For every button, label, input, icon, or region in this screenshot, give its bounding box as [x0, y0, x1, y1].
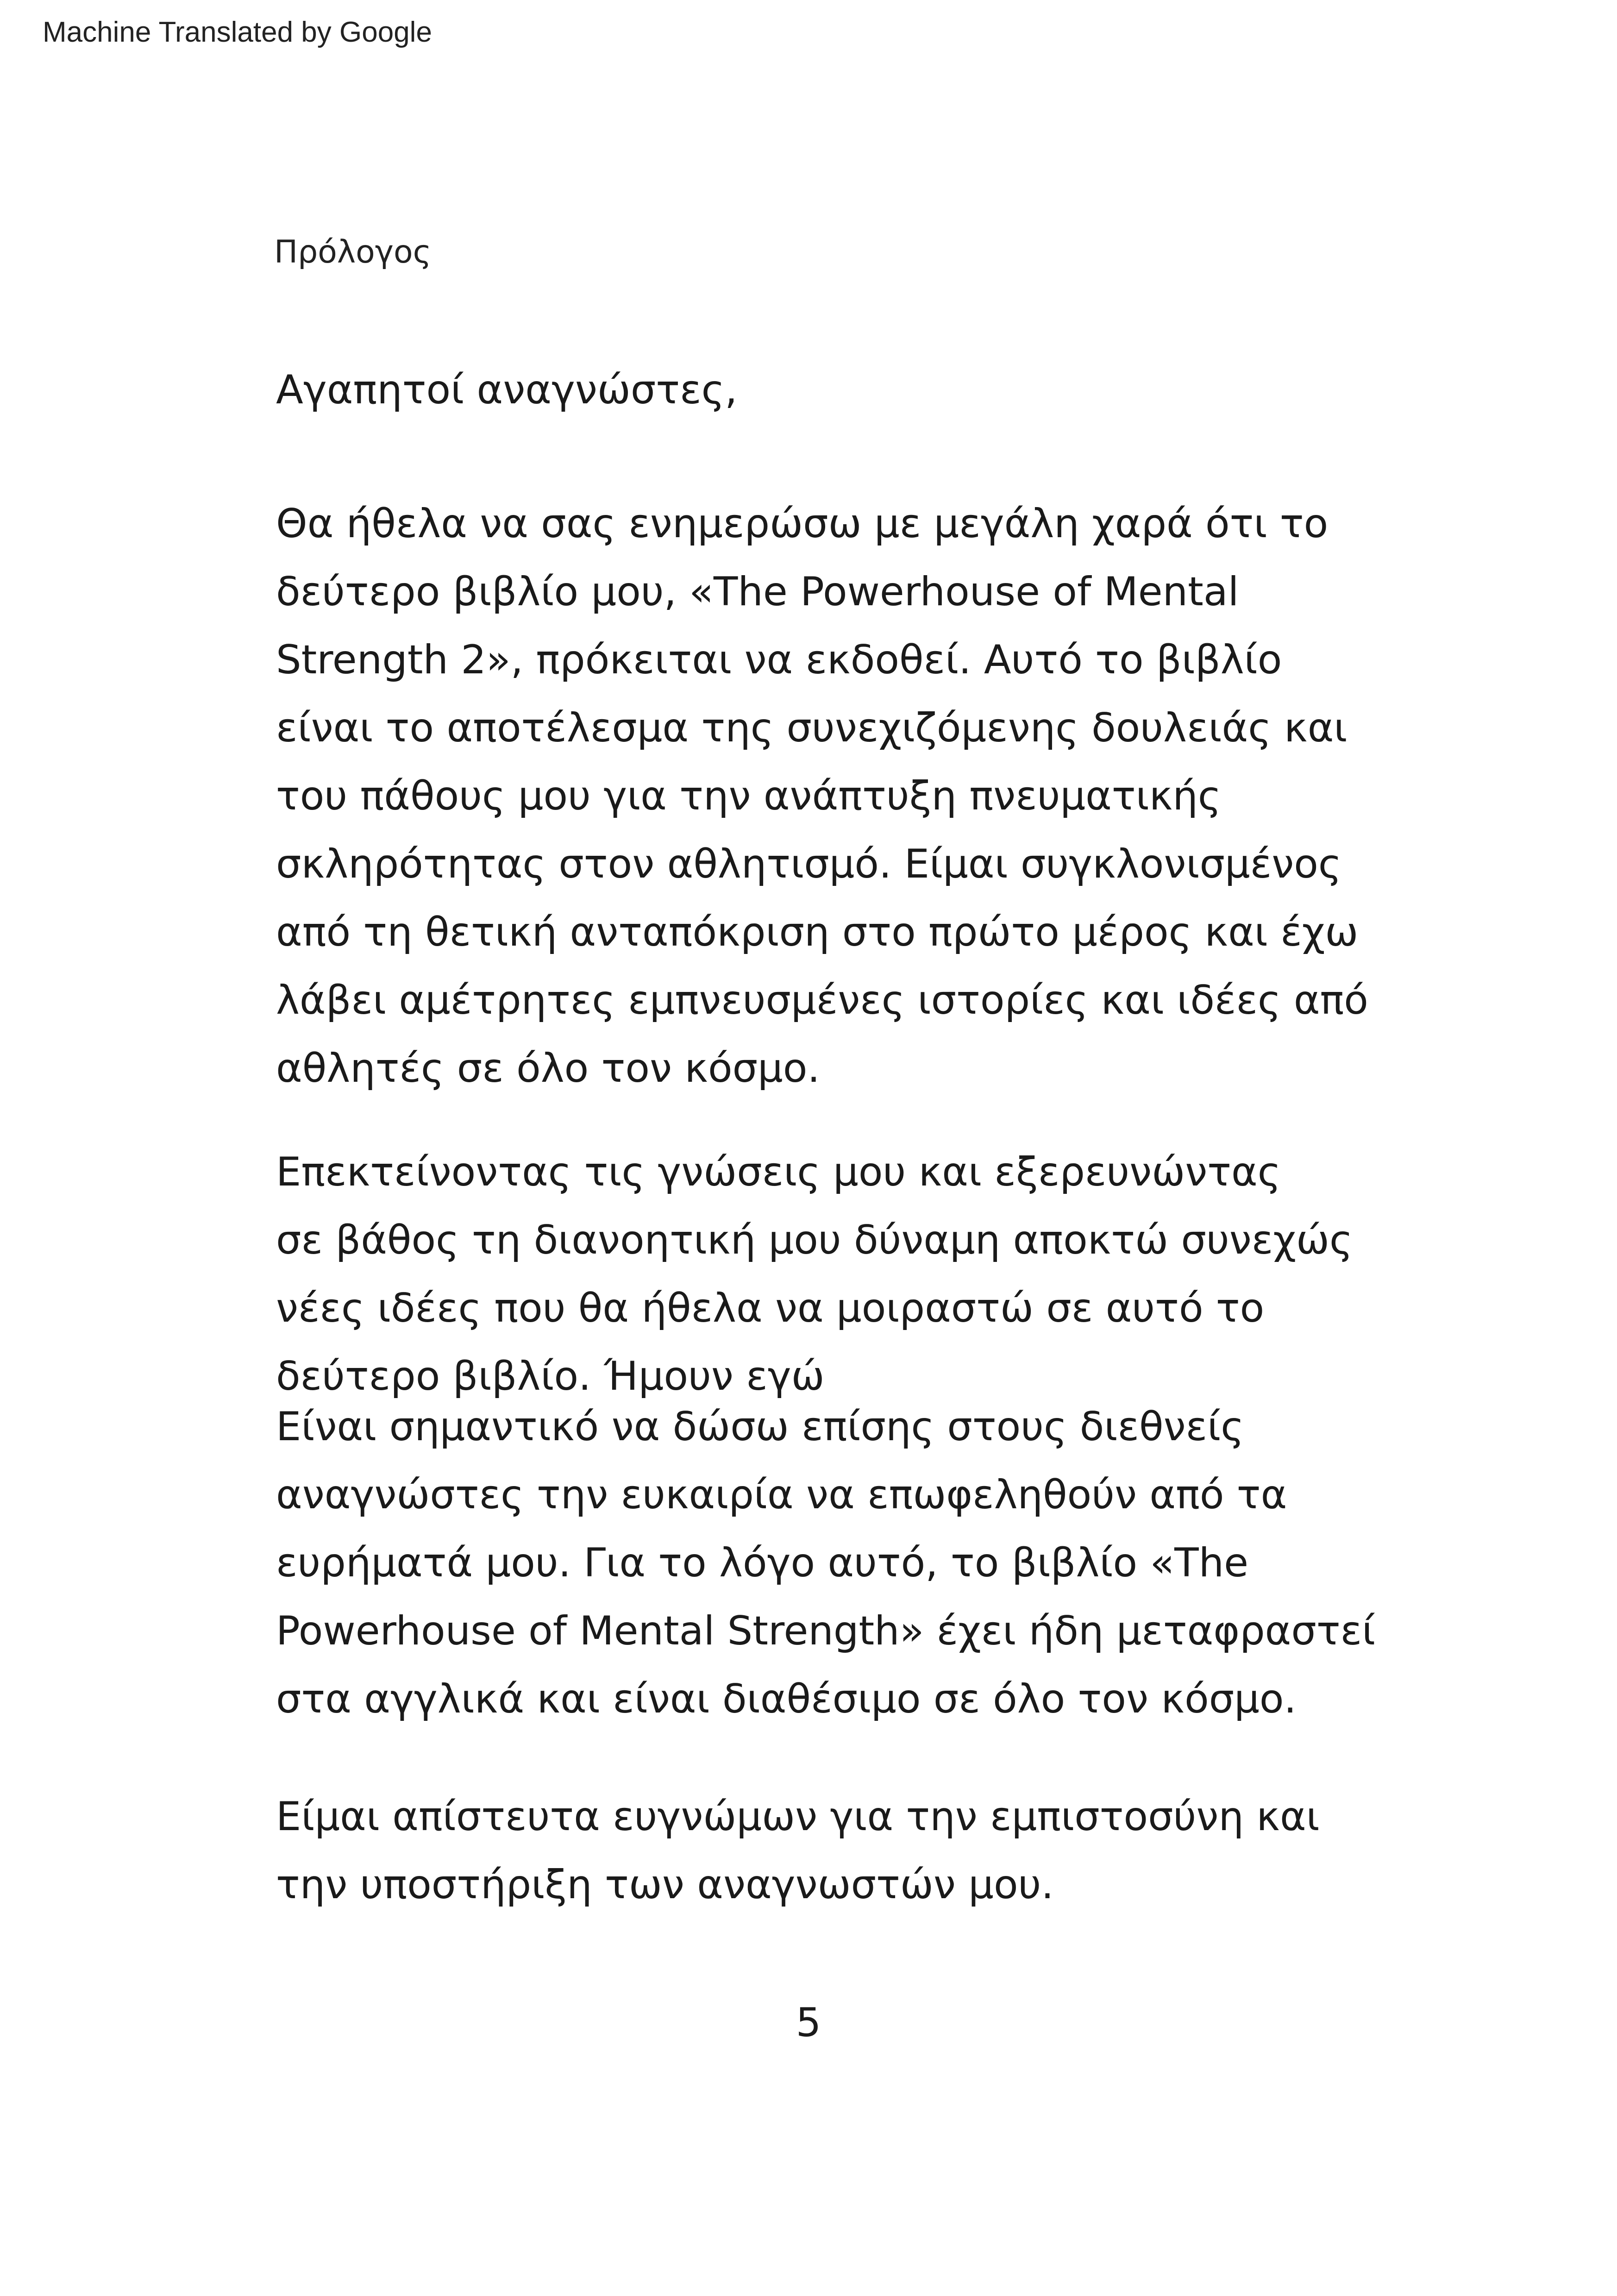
- greeting-line: Αγαπητοί αναγνώστες,: [276, 367, 738, 413]
- machine-translation-banner: Machine Translated by Google: [43, 16, 432, 48]
- paragraph-gratitude: [276, 1783, 1369, 1919]
- paragraph-knowledge: [276, 1138, 1369, 1411]
- section-heading: Πρόλογος: [274, 234, 432, 270]
- text-line: την υποστήριξη των αναγνωστών μου.: [276, 1862, 1054, 1908]
- text-line: είναι το αποτέλεσμα της συνεχιζόμενης δουλειάς και: [276, 705, 1348, 751]
- text-line: αναγνώστες την ευκαιρία να επωφεληθούν από τα: [276, 1472, 1287, 1518]
- text-line: σκληρότητας στον αθλητισμό. Είμαι συγκλονισμένος: [276, 841, 1342, 887]
- text-line: λάβει αμέτρητες εμπνευσμένες ιστορίες και ιδέες από: [276, 977, 1368, 1023]
- text-line: του πάθους μου για την ανάπτυξη πνευματικής: [276, 773, 1222, 819]
- text-line: Είμαι απίστευτα ευγνώμων για την εμπιστοσύνη και: [276, 1794, 1320, 1840]
- text-line: Είναι σημαντικό να δώσω επίσης στους διεθνείς: [276, 1404, 1244, 1450]
- text-line: Επεκτείνοντας τις γνώσεις μου και εξερευνώντας: [276, 1149, 1281, 1195]
- page-number: 5: [796, 2000, 821, 2046]
- text-line: δεύτερο βιβλίο. Ήμουν εγώ: [276, 1353, 825, 1399]
- text-line: Strength 2», πρόκειται να εκδοθεί. Αυτό το βιβλίο: [276, 637, 1282, 683]
- paragraph-announcement: [276, 490, 1369, 1103]
- text-line: από τη θετική ανταπόκριση στο πρώτο μέρος και έχω: [276, 909, 1359, 955]
- text-line: Θα ήθελα να σας ενημερώσω με μεγάλη χαρά ότι το: [276, 501, 1329, 547]
- text-line: στα αγγλικά και είναι διαθέσιμο σε όλο τον κόσμο.: [276, 1676, 1297, 1722]
- paragraph-international: [276, 1393, 1376, 1733]
- text-line: δεύτερο βιβλίο μου, «The Powerhouse of Mental: [276, 569, 1239, 615]
- text-line: νέες ιδέες που θα ήθελα να μοιραστώ σε αυτό το: [276, 1285, 1265, 1331]
- text-line: αθλητές σε όλο τον κόσμο.: [276, 1045, 820, 1092]
- text-line: Powerhouse of Mental Strength» έχει ήδη μεταφραστεί: [276, 1608, 1376, 1654]
- text-line: ευρήματά μου. Για το λόγο αυτό, το βιβλίο «The: [276, 1540, 1249, 1586]
- text-line: σε βάθος τη διανοητική μου δύναμη αποκτώ συνεχώς: [276, 1217, 1353, 1263]
